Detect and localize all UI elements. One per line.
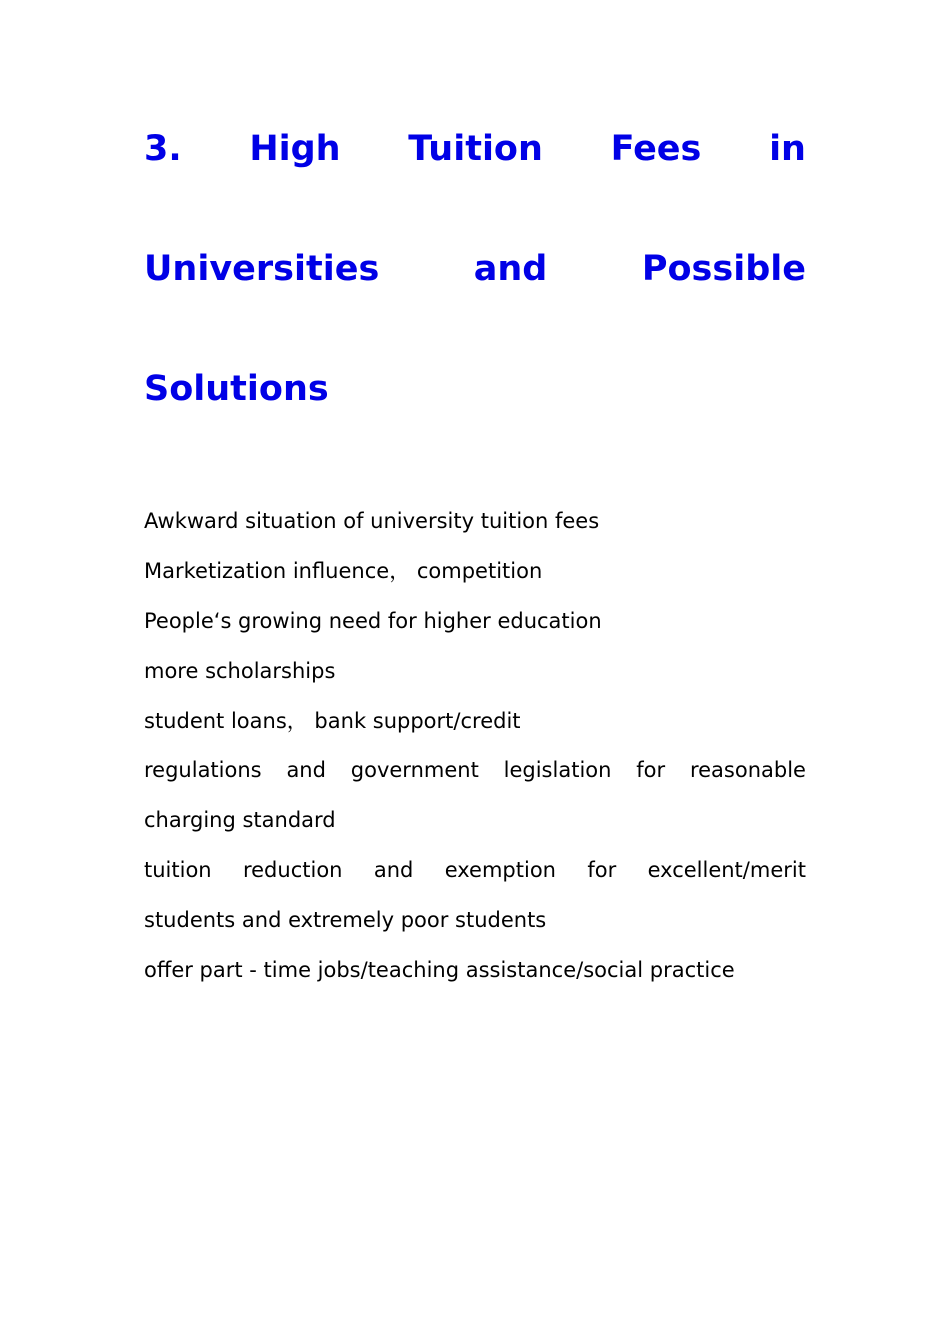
text-word: exemption [444,858,556,882]
text-word: excellent/merit [647,858,806,882]
heading-word: Tuition [408,129,543,169]
text-word: for [587,858,617,882]
text-word: for [636,758,666,782]
text-line: Marketization influence， competition [144,559,543,583]
text-line-justified [144,757,806,783]
heading-word: Solutions [144,369,329,409]
section-heading-line-2 [144,248,806,290]
text-word: and [373,858,414,882]
text-word: reduction [242,858,343,882]
text-line: more scholarships [144,659,336,683]
text-line: charging standard [144,808,336,832]
heading-word: High [249,129,341,169]
heading-word: Fees [610,129,702,169]
text-word: reasonable [689,758,806,782]
text-word: and [286,758,326,782]
heading-word: Universities [144,249,380,289]
text-line: offer part - time jobs/teaching assistance/social practice [144,958,735,982]
text-word: legislation [503,758,612,782]
heading-word: in [769,129,806,169]
text-word: regulations [144,758,262,782]
text-line: student loans， bank support/credit [144,709,521,733]
text-line: People‘s growing need for higher education [144,609,602,633]
text-word: government [350,758,479,782]
section-heading-line-3 [144,368,806,410]
section-heading-line-1 [144,128,806,170]
text-line-justified [144,857,806,883]
text-line: Awkward situation of university tuition fees [144,509,600,533]
text-line: students and extremely poor students [144,908,547,932]
heading-word: Possible [641,249,806,289]
text-word: tuition [144,858,212,882]
heading-word: 3. [144,129,182,169]
heading-word: and [473,249,548,289]
